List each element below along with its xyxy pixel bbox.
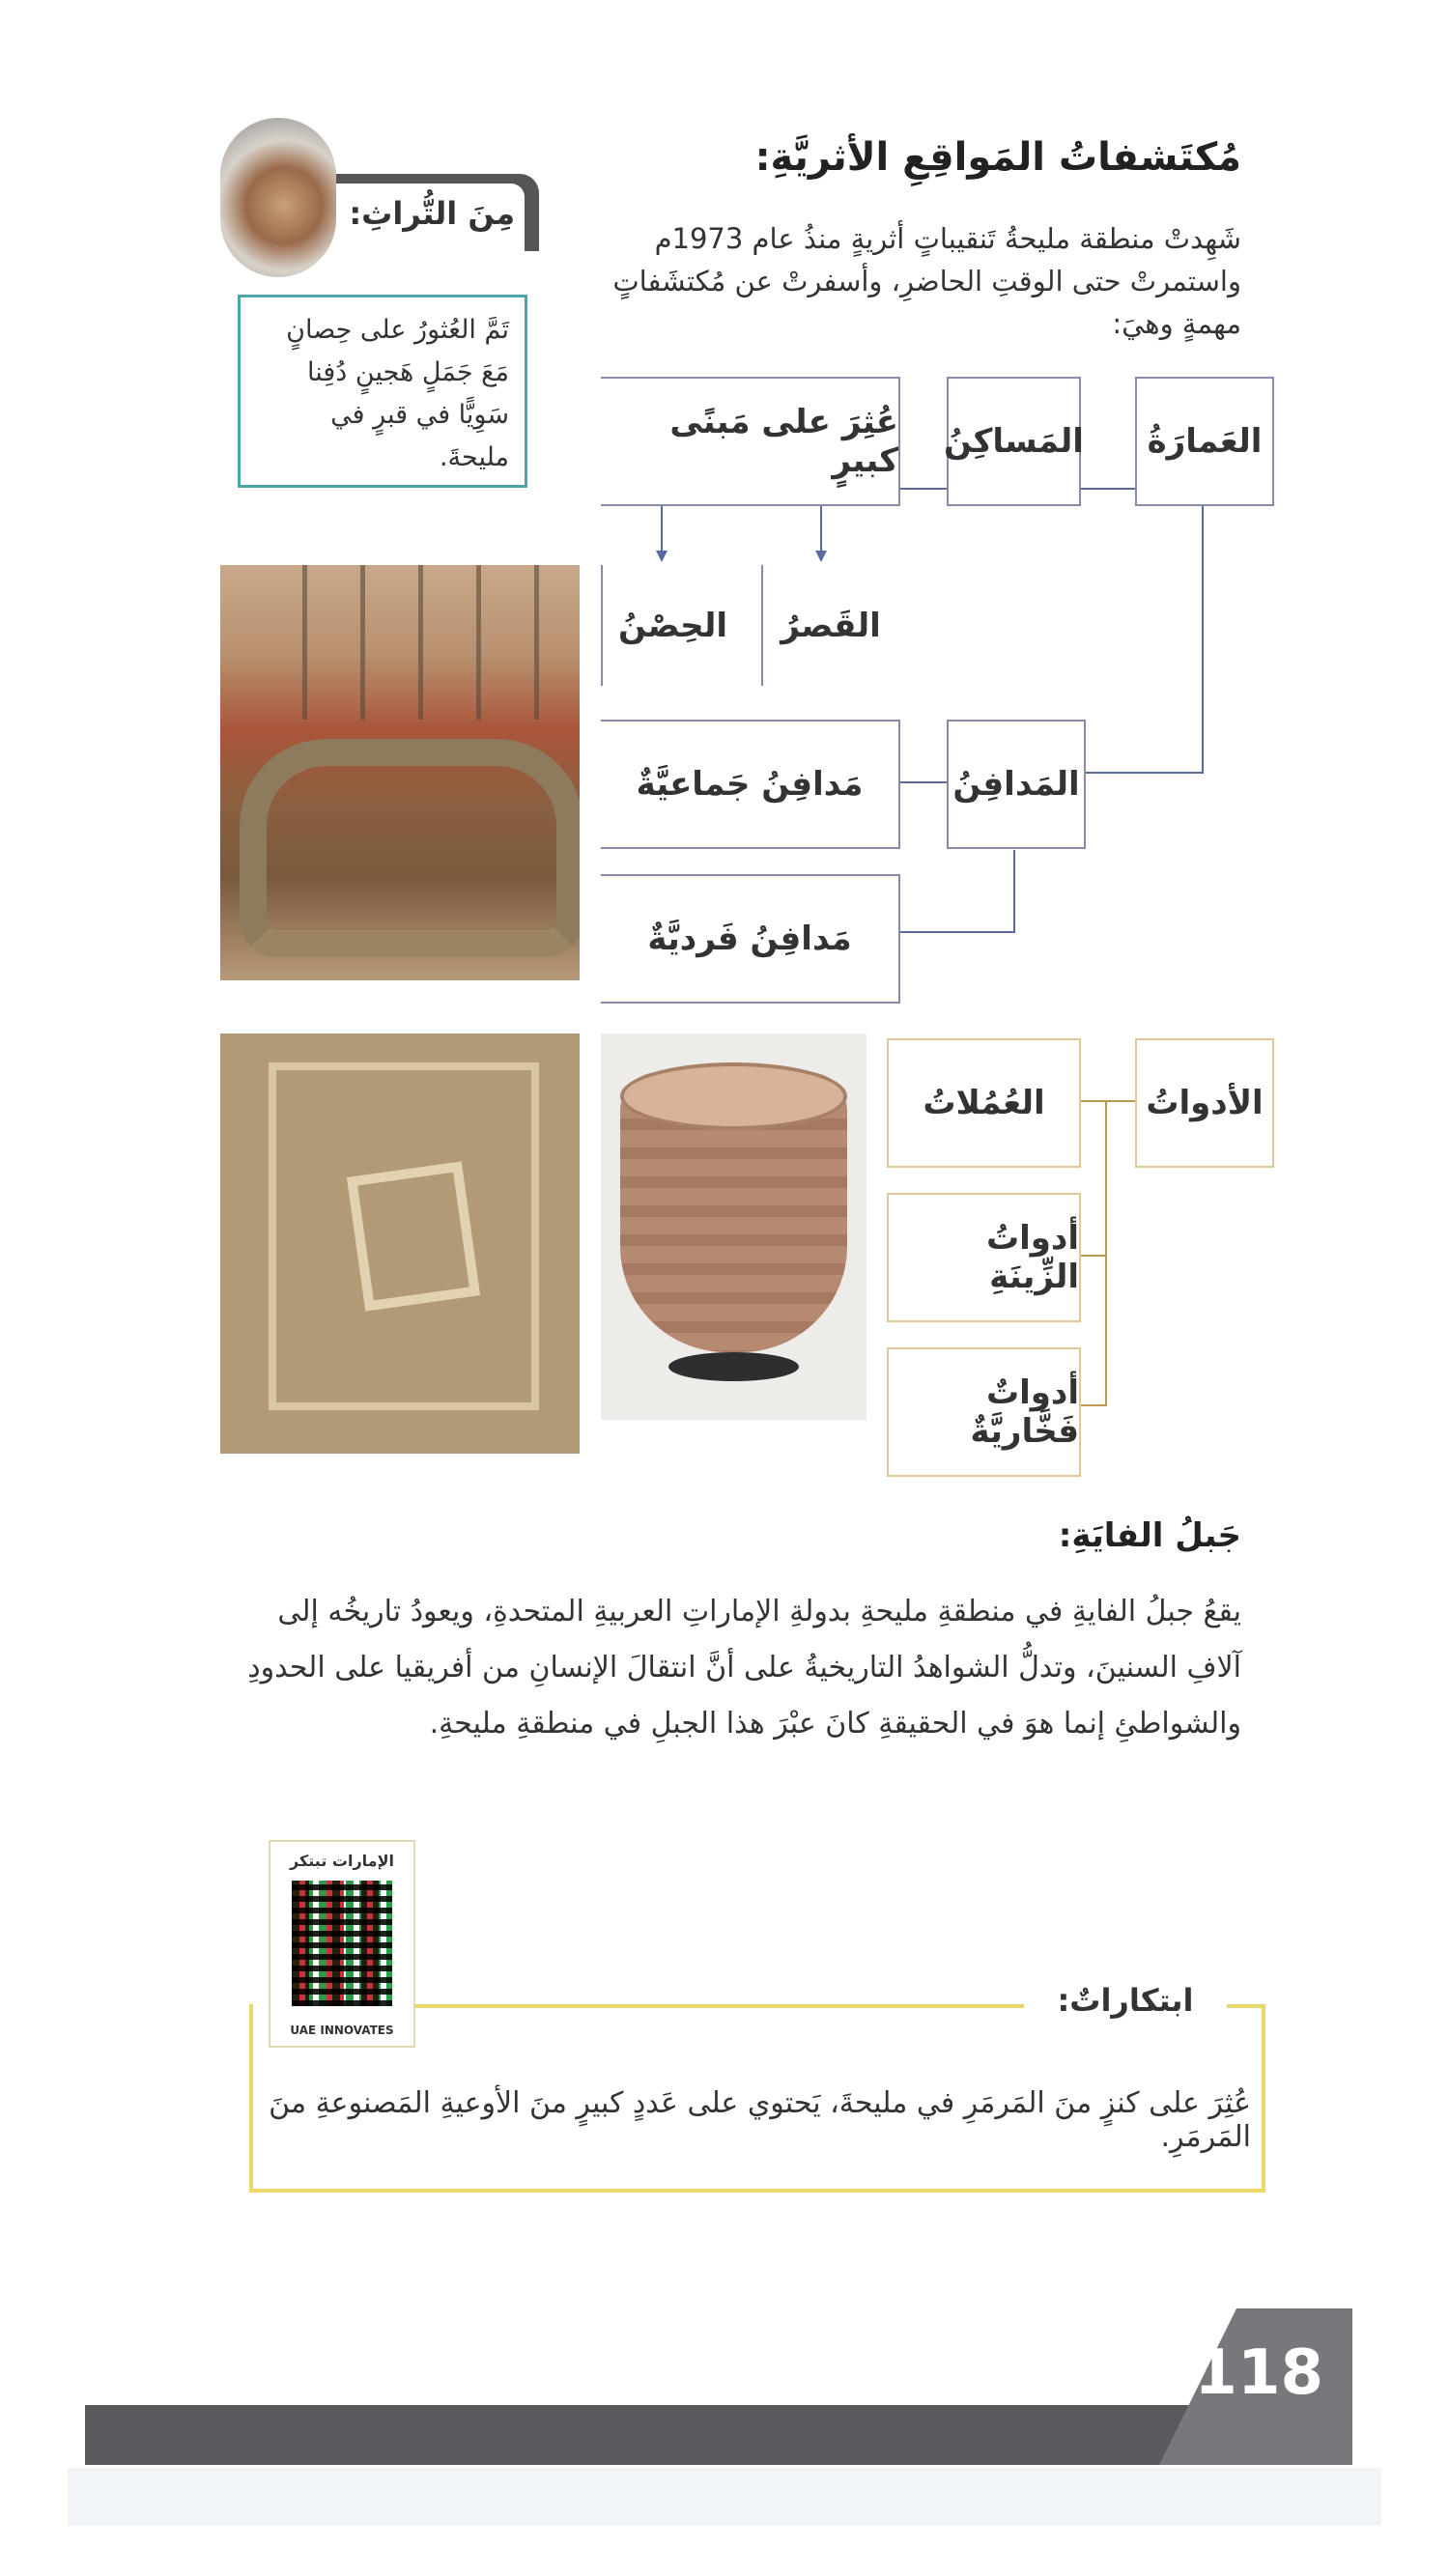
fort-outline-inner xyxy=(347,1161,480,1311)
ornaments-box xyxy=(887,1193,1081,1322)
qr-footer: UAE INNOVATES xyxy=(290,2024,394,2037)
coins-box xyxy=(887,1038,1081,1168)
section-title: مُكتَشفاتُ المَواقِعِ الأثريَّةِ: xyxy=(754,135,1241,180)
qr-card xyxy=(269,1840,415,2048)
burial-wall-shape xyxy=(240,739,580,957)
aerial-fort-photo xyxy=(220,1033,580,1454)
individual-burials-box xyxy=(601,874,900,1004)
collective-burials-box xyxy=(601,720,900,849)
fayah-title: جَبلُ الفايَةِ: xyxy=(1058,1516,1241,1555)
vessel-rim xyxy=(620,1062,847,1130)
coins-label: العُمُلاتُ xyxy=(923,1084,1045,1122)
large-building-box xyxy=(601,377,900,506)
innovations-top-line-right xyxy=(1227,2004,1265,2008)
qr-caption: الإمارات تبتكر xyxy=(290,1852,394,1870)
individual-burials-label: مَدافِنُ فَرديَّةٌ xyxy=(647,920,852,958)
ornaments-label: أدواتُ الزِّينَةِ xyxy=(985,1219,1079,1296)
palace-label: القَصرُ xyxy=(781,606,881,645)
dwellings-label: المَساكِنُ xyxy=(944,422,1084,461)
fayah-text: يقعُ جبلُ الفايةِ في منطقةِ مليحةِ بدولةِ الإماراتِ العربيةِ المتحدةِ، ويعودُ تاريخُه إلى آلافِ السنينَ، وتدلُّ الشواهدُ التاريخيةُ على أنَّ انتقالَ الإنسانِ من أفريقيا على الحدودِ والشواطئِ إنما هوَ في الحقيقةِ كانَ عبْرَ هذا الجبلِ في منطقةِ مليحةِ. xyxy=(247,1595,1241,1741)
heritage-text: تَمَّ العُثورُ على حِصانٍ مَعَ جَمَلٍ هَجينٍ دُفِنا سَوِيًّا في قبرٍ في مليحةَ. xyxy=(286,315,509,472)
shade-poles xyxy=(249,565,568,720)
burial-site-photo xyxy=(220,565,580,980)
qr-code-icon xyxy=(292,1881,392,2006)
section-intro: شَهِدتْ منطقة مليحةُ تَنقيباتٍ أثريةٍ منذُ عام 1973م واستمرتْ حتى الوقتِ الحاضرِ، وأسفرتْ عن مُكتشَفاتٍ مهمةٍ وهيَ: xyxy=(612,222,1241,340)
fort-box xyxy=(601,565,743,686)
innovations-title: ابتكاراتٌ: xyxy=(1034,1982,1217,2019)
tools-label: الأدواتُ xyxy=(1146,1084,1264,1122)
fort-label: الحِصْنُ xyxy=(617,606,728,645)
architecture-box xyxy=(1135,377,1274,506)
innovations-text: عُثِرَ على كنزٍ منَ المَرمَرِ في مليحةَ، يَحتوي على عَددٍ كبيرٍ منَ الأوعيةِ المَصنوعةِ منَ المَرمَرِ. xyxy=(269,2086,1251,2154)
page-number: 118 xyxy=(1194,2337,1323,2409)
collective-burials-label: مَدافِنُ جَماعيَّةٌ xyxy=(636,765,864,804)
innovations-top-line xyxy=(406,2004,1024,2008)
palace-box xyxy=(761,565,898,686)
pottery-label: أدواتٌ فَخَّاريَّةٌ xyxy=(970,1373,1079,1451)
burials-box xyxy=(947,720,1086,849)
large-building-label: عُثِرَ على مَبنًى كبيرٍ xyxy=(669,403,898,480)
heritage-title: مِنَ التُّراثِ: xyxy=(349,195,515,232)
vessel-base xyxy=(668,1352,799,1381)
burials-label: المَدافِنُ xyxy=(952,765,1080,804)
pottery-box xyxy=(887,1347,1081,1477)
dwellings-box xyxy=(944,377,1084,506)
architecture-label: العَمارَةُ xyxy=(1147,422,1263,461)
tools-box xyxy=(1135,1038,1274,1168)
pottery-vessel-photo xyxy=(601,1033,867,1420)
footer-strip xyxy=(68,2468,1381,2526)
footer-bar xyxy=(85,2405,1350,2465)
